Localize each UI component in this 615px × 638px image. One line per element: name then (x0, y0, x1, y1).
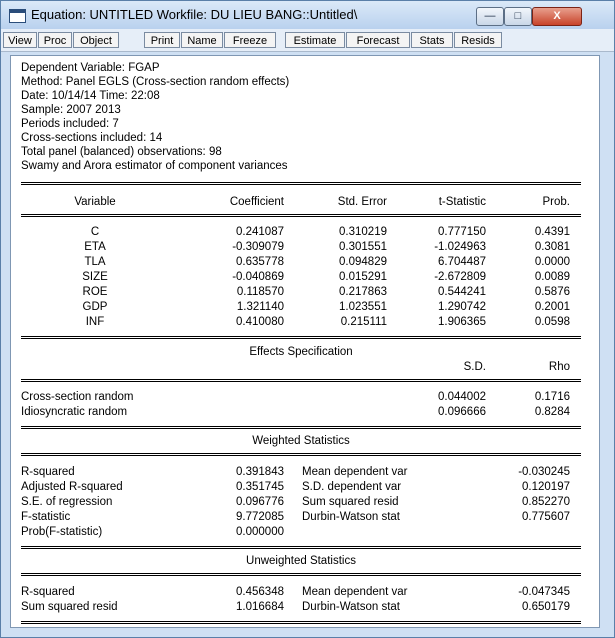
coef-value: 0.118570 (236, 286, 284, 298)
coef-prob: 0.0000 (534, 256, 570, 268)
coef-t-statistic: 0.544241 (438, 286, 486, 298)
stat-label: Durbin-Watson stat (302, 511, 400, 523)
effect-label: Cross-section random (21, 391, 134, 403)
effect-rho: 0.1716 (534, 391, 570, 403)
window-title: Equation: UNTITLED Workfile: DU LIEU BANG::Untitled\ (31, 7, 358, 22)
stats-button[interactable]: Stats (411, 32, 453, 48)
close-button[interactable]: X (532, 7, 582, 26)
method-line: Method: Panel EGLS (Cross-section random effects) (21, 76, 290, 88)
cross-sections-line: Cross-sections included: 14 (21, 132, 163, 144)
stat-value: -0.030245 (518, 466, 570, 478)
coef-value: 1.321140 (236, 301, 284, 313)
eviews-window-icon (9, 9, 26, 23)
sample-line: Sample: 2007 2013 (21, 104, 121, 116)
minimize-button[interactable]: — (476, 7, 504, 26)
divider (21, 453, 581, 454)
date-line: Date: 10/14/14 Time: 22:08 (21, 90, 160, 102)
col-header-variable: Variable (74, 196, 116, 208)
col-header-prob: Prob. (542, 196, 570, 208)
forecast-button[interactable]: Forecast (346, 32, 410, 48)
stat-label: Mean dependent var (302, 586, 408, 598)
divider (21, 546, 581, 547)
stat-label: S.E. of regression (21, 496, 113, 508)
coef-variable: INF (85, 316, 105, 328)
object-button[interactable]: Object (73, 32, 119, 48)
sd-label: S.D. (463, 361, 486, 373)
coef-variable: TLA (84, 256, 106, 268)
coef-prob: 0.0598 (534, 316, 570, 328)
name-button[interactable]: Name (181, 32, 223, 48)
divider (21, 214, 581, 215)
stat-value: 0.000000 (236, 526, 284, 538)
periods-line: Periods included: 7 (21, 118, 119, 130)
divider (21, 184, 581, 185)
coef-value: 0.241087 (236, 226, 284, 238)
coef-prob: 0.5876 (534, 286, 570, 298)
toolbar (1, 29, 614, 52)
stat-label: F-statistic (21, 511, 71, 523)
effect-sd: 0.044002 (438, 391, 486, 403)
stat-label: R-squared (21, 466, 75, 478)
view-button[interactable]: View (3, 32, 37, 48)
stat-label: Durbin-Watson stat (302, 601, 400, 613)
divider (21, 428, 581, 429)
estimator-line: Swamy and Arora estimator of component variances (21, 160, 288, 172)
coef-variable: GDP (82, 301, 108, 313)
col-header-std-error: Std. Error (337, 196, 387, 208)
effect-sd: 0.096666 (438, 406, 486, 418)
coef-variable: C (90, 226, 100, 238)
divider (21, 336, 581, 337)
stat-value: 0.120197 (522, 481, 570, 493)
coef-std-error: 0.094829 (339, 256, 387, 268)
effects-specification-title: Effects Specification (249, 346, 353, 358)
weighted-statistics-title: Weighted Statistics (252, 435, 350, 447)
coef-variable: SIZE (82, 271, 108, 283)
coef-value: -0.040869 (232, 271, 284, 283)
title-bar[interactable] (1, 1, 614, 29)
coef-t-statistic: 0.777150 (438, 226, 486, 238)
divider (21, 548, 581, 549)
stat-label: R-squared (21, 586, 75, 598)
coef-value: 0.410080 (236, 316, 284, 328)
divider (21, 573, 581, 574)
stat-value: 0.775607 (522, 511, 570, 523)
stat-value: 0.650179 (522, 601, 570, 613)
coef-prob: 0.2001 (534, 301, 570, 313)
print-button[interactable]: Print (144, 32, 180, 48)
coef-std-error: 0.310219 (339, 226, 387, 238)
coef-std-error: 1.023551 (339, 301, 387, 313)
coef-t-statistic: 1.906365 (438, 316, 486, 328)
stat-value: 0.456348 (236, 586, 284, 598)
stat-value: 9.772085 (236, 511, 284, 523)
coef-value: 0.635778 (236, 256, 284, 268)
divider (21, 182, 581, 183)
coef-std-error: 0.301551 (339, 241, 387, 253)
col-header-coefficient: Coefficient (229, 196, 284, 208)
divider (21, 455, 581, 456)
coef-prob: 0.3081 (534, 241, 570, 253)
coef-t-statistic: -2.672809 (434, 271, 486, 283)
estimation-output[interactable] (10, 55, 600, 628)
divider (21, 379, 581, 380)
coef-std-error: 0.217863 (339, 286, 387, 298)
coef-t-statistic: -1.024963 (434, 241, 486, 253)
divider (21, 426, 581, 427)
stat-value: 1.016684 (236, 601, 284, 613)
stat-label: S.D. dependent var (302, 481, 402, 493)
stat-value: 0.096776 (236, 496, 284, 508)
coef-variable: ETA (84, 241, 106, 253)
freeze-button[interactable]: Freeze (224, 32, 276, 48)
unweighted-statistics-title: Unweighted Statistics (246, 555, 356, 567)
stat-value: 0.391843 (236, 466, 284, 478)
stat-label: Prob(F-statistic) (21, 526, 103, 538)
coef-value: -0.309079 (232, 241, 284, 253)
coef-prob: 0.0089 (534, 271, 570, 283)
maximize-button[interactable]: □ (504, 7, 532, 26)
coef-std-error: 0.015291 (339, 271, 387, 283)
rho-label: Rho (548, 361, 570, 373)
stat-label: Adjusted R-squared (21, 481, 123, 493)
stat-value: -0.047345 (518, 586, 570, 598)
divider (21, 338, 581, 339)
col-header-t-statistic: t-Statistic (438, 196, 486, 208)
stat-label: Sum squared resid (21, 601, 118, 613)
stat-label: Mean dependent var (302, 466, 408, 478)
observations-line: Total panel (balanced) observations: 98 (21, 146, 222, 158)
resids-button[interactable]: Resids (454, 32, 502, 48)
coef-variable: ROE (82, 286, 108, 298)
coef-prob: 0.4391 (534, 226, 570, 238)
coef-t-statistic: 6.704487 (438, 256, 486, 268)
divider (21, 381, 581, 382)
dependent-variable: Dependent Variable: FGAP (21, 62, 160, 74)
proc-button[interactable]: Proc (38, 32, 72, 48)
divider (21, 621, 581, 622)
coef-std-error: 0.215111 (340, 316, 387, 328)
effect-rho: 0.8284 (534, 406, 570, 418)
coef-t-statistic: 1.290742 (438, 301, 486, 313)
stat-label: Sum squared resid (302, 496, 399, 508)
divider (21, 216, 581, 217)
stat-value: 0.852270 (522, 496, 570, 508)
divider (21, 623, 581, 624)
effect-label: Idiosyncratic random (21, 406, 128, 418)
estimate-button[interactable]: Estimate (285, 32, 345, 48)
divider (21, 575, 581, 576)
stat-value: 0.351745 (236, 481, 284, 493)
